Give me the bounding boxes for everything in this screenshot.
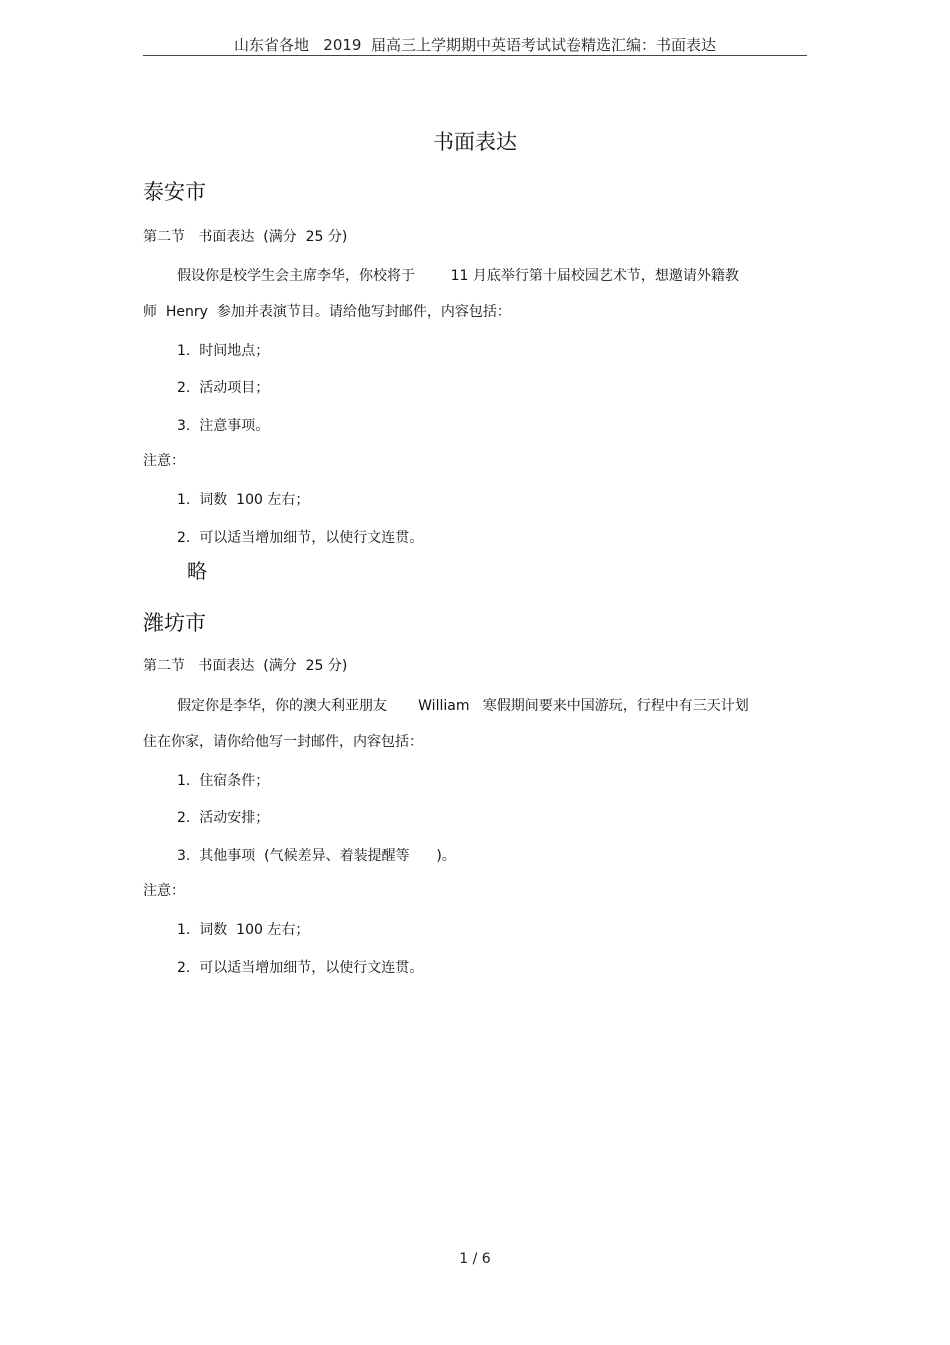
city-heading-weifang: 潍坊市 <box>143 611 206 635</box>
list-item: 1. 住宿条件； <box>177 773 270 789</box>
note-item: 1. 词数 100 左右； <box>177 492 310 508</box>
note-item: 2. 可以适当增加细节，以使行文连贯。 <box>177 960 424 976</box>
prompt-line: 师 Henry 参加并表演节目。请给他写封邮件，内容包括： <box>143 304 511 320</box>
prompt-line: 假设你是校学生会主席李华，你校将于 11 月底举行第十届校园艺术节，想邀请外籍教 <box>177 268 739 284</box>
notes-label: 注意： <box>143 883 185 899</box>
note-item: 2. 可以适当增加细节，以使行文连贯。 <box>177 530 424 546</box>
header-rule <box>143 55 807 56</box>
document-title: 书面表达 <box>433 130 517 154</box>
prompt-line: 住在你家，请你给他写一封邮件，内容包括： <box>143 734 423 750</box>
list-item: 2. 活动安排； <box>177 810 270 826</box>
answer-omitted: 略 <box>187 559 207 583</box>
list-item: 3. 其他事项 (气候差异、着装提醒等 )。 <box>177 848 456 864</box>
prompt-line: 假定你是李华，你的澳大利亚朋友 William 寒假期间要来中国游玩，行程中有三天计划 <box>177 698 749 714</box>
list-item: 2. 活动项目； <box>177 380 270 396</box>
list-item: 1. 时间地点； <box>177 343 270 359</box>
city-heading-taian: 泰安市 <box>143 180 206 204</box>
section-heading: 第二节 书面表达 (满分 25 分) <box>143 229 348 245</box>
section-heading: 第二节 书面表达 (满分 25 分) <box>143 658 348 674</box>
note-item: 1. 词数 100 左右； <box>177 922 310 938</box>
list-item: 3. 注意事项。 <box>177 418 270 434</box>
page-number: 1 / 6 <box>459 1251 491 1267</box>
notes-label: 注意： <box>143 453 185 469</box>
running-header: 山东省各地 2019 届高三上学期期中英语考试试卷精选汇编：书面表达 <box>233 36 717 54</box>
